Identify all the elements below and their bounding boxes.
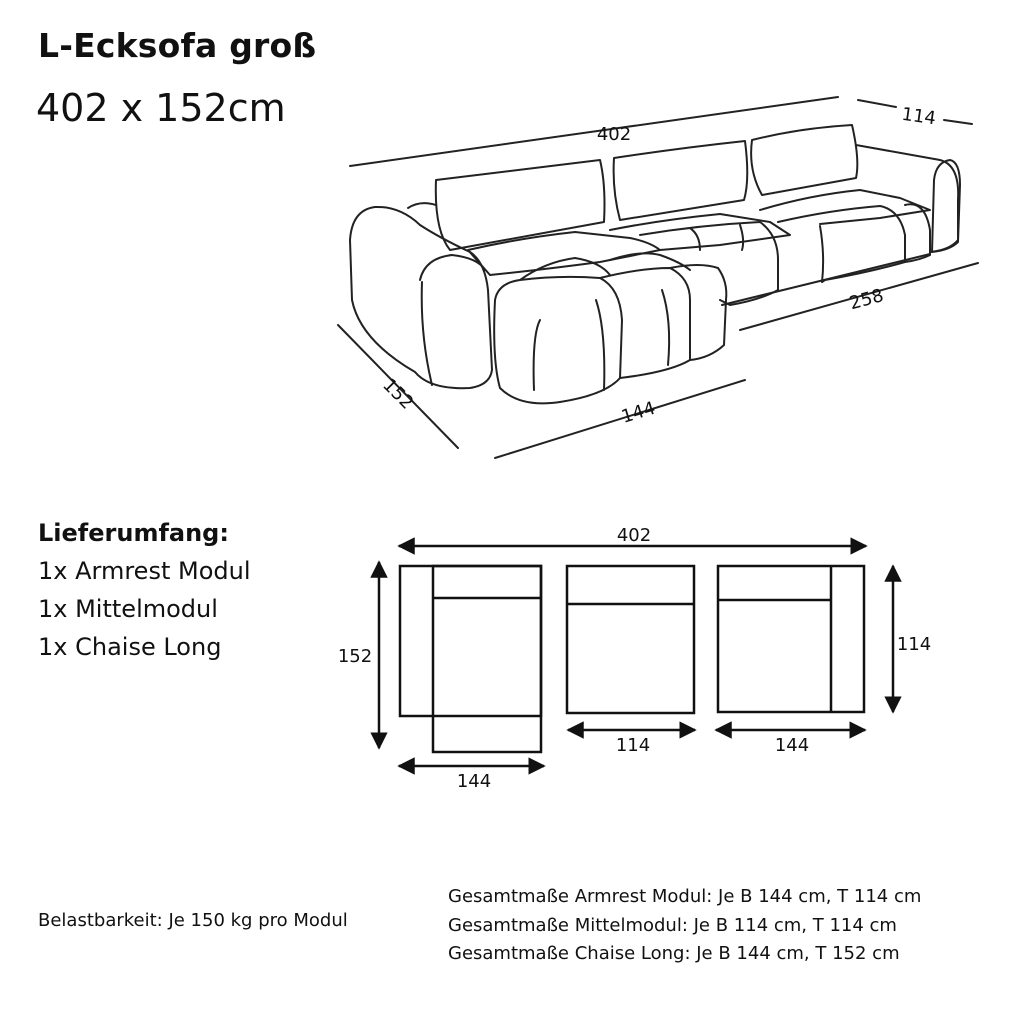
chaise-cushion-seam-3 <box>662 290 669 365</box>
backrest-left-edge <box>408 203 436 208</box>
plan-middle-module <box>567 566 694 713</box>
dim-line-depth-a <box>858 100 896 107</box>
plan-label-chaise-width: 144 <box>456 771 492 792</box>
dim-line-chaise-width <box>495 380 745 458</box>
chaise-cushion-front-right <box>670 265 726 360</box>
dim-label-depth: 114 <box>900 103 938 130</box>
dim-line-depth-b <box>944 120 972 124</box>
page-subtitle: 402 x 152cm <box>36 86 286 130</box>
plan-label-chaise-depth: 152 <box>337 646 373 667</box>
plan-chaise-body <box>433 566 541 752</box>
chaise-cushion-front-mid <box>600 268 690 378</box>
spec-line-middle: Gesamtmaße Mittelmodul: Je B 114 cm, T 114 cm <box>448 914 897 936</box>
page-title: L-Ecksofa groß <box>38 26 317 65</box>
delivery-heading: Lieferumfang: <box>38 519 229 547</box>
delivery-item: 1x Mittelmodul <box>38 595 218 623</box>
spec-line-chaise: Gesamtmaße Chaise Long: Je B 144 cm, T 152 cm <box>448 943 900 964</box>
dim-label-chaise-depth: 152 <box>378 374 418 414</box>
seat-base-line <box>722 254 930 305</box>
plan-chaise-back <box>400 566 541 716</box>
dim-line-total <box>350 97 838 166</box>
delivery-item: 1x Armrest Modul <box>38 557 251 585</box>
back-cushion-left <box>436 160 605 250</box>
delivery-list <box>38 514 251 666</box>
plan-label-armrest-width: 144 <box>774 735 810 756</box>
spec-lines <box>448 883 921 969</box>
backrest-right-edge <box>856 145 958 252</box>
seat-split-1 <box>820 226 823 282</box>
seat-cushion-row1c <box>760 190 930 224</box>
load-capacity-note: Belastbarkeit: Je 150 kg pro Modul <box>38 910 348 931</box>
seat-split-2 <box>740 225 743 250</box>
chaise-cushion-seam-2 <box>596 300 604 390</box>
left-armrest-front <box>422 282 432 385</box>
back-cushion-middle <box>614 141 748 220</box>
plan-armrest-module <box>718 566 864 712</box>
plan-label-total: 402 <box>616 525 652 546</box>
seat-cushion-mid-front <box>640 222 778 305</box>
dim-label-chaise-width: 144 <box>618 397 658 428</box>
seat-cushion-row1 <box>468 232 660 275</box>
dim-label-seat: 258 <box>847 285 886 315</box>
chaise-cushion-seam <box>534 320 540 390</box>
back-cushion-right <box>751 125 857 195</box>
dim-label-total: 402 <box>596 124 632 145</box>
spec-line-armrest: Gesamtmaße Armrest Modul: Je B 144 cm, T 114 cm <box>448 886 922 907</box>
delivery-item: 1x Chaise Long <box>38 633 222 661</box>
plan-label-module-depth: 114 <box>896 634 932 655</box>
plan-label-middle-width: 114 <box>615 735 651 756</box>
